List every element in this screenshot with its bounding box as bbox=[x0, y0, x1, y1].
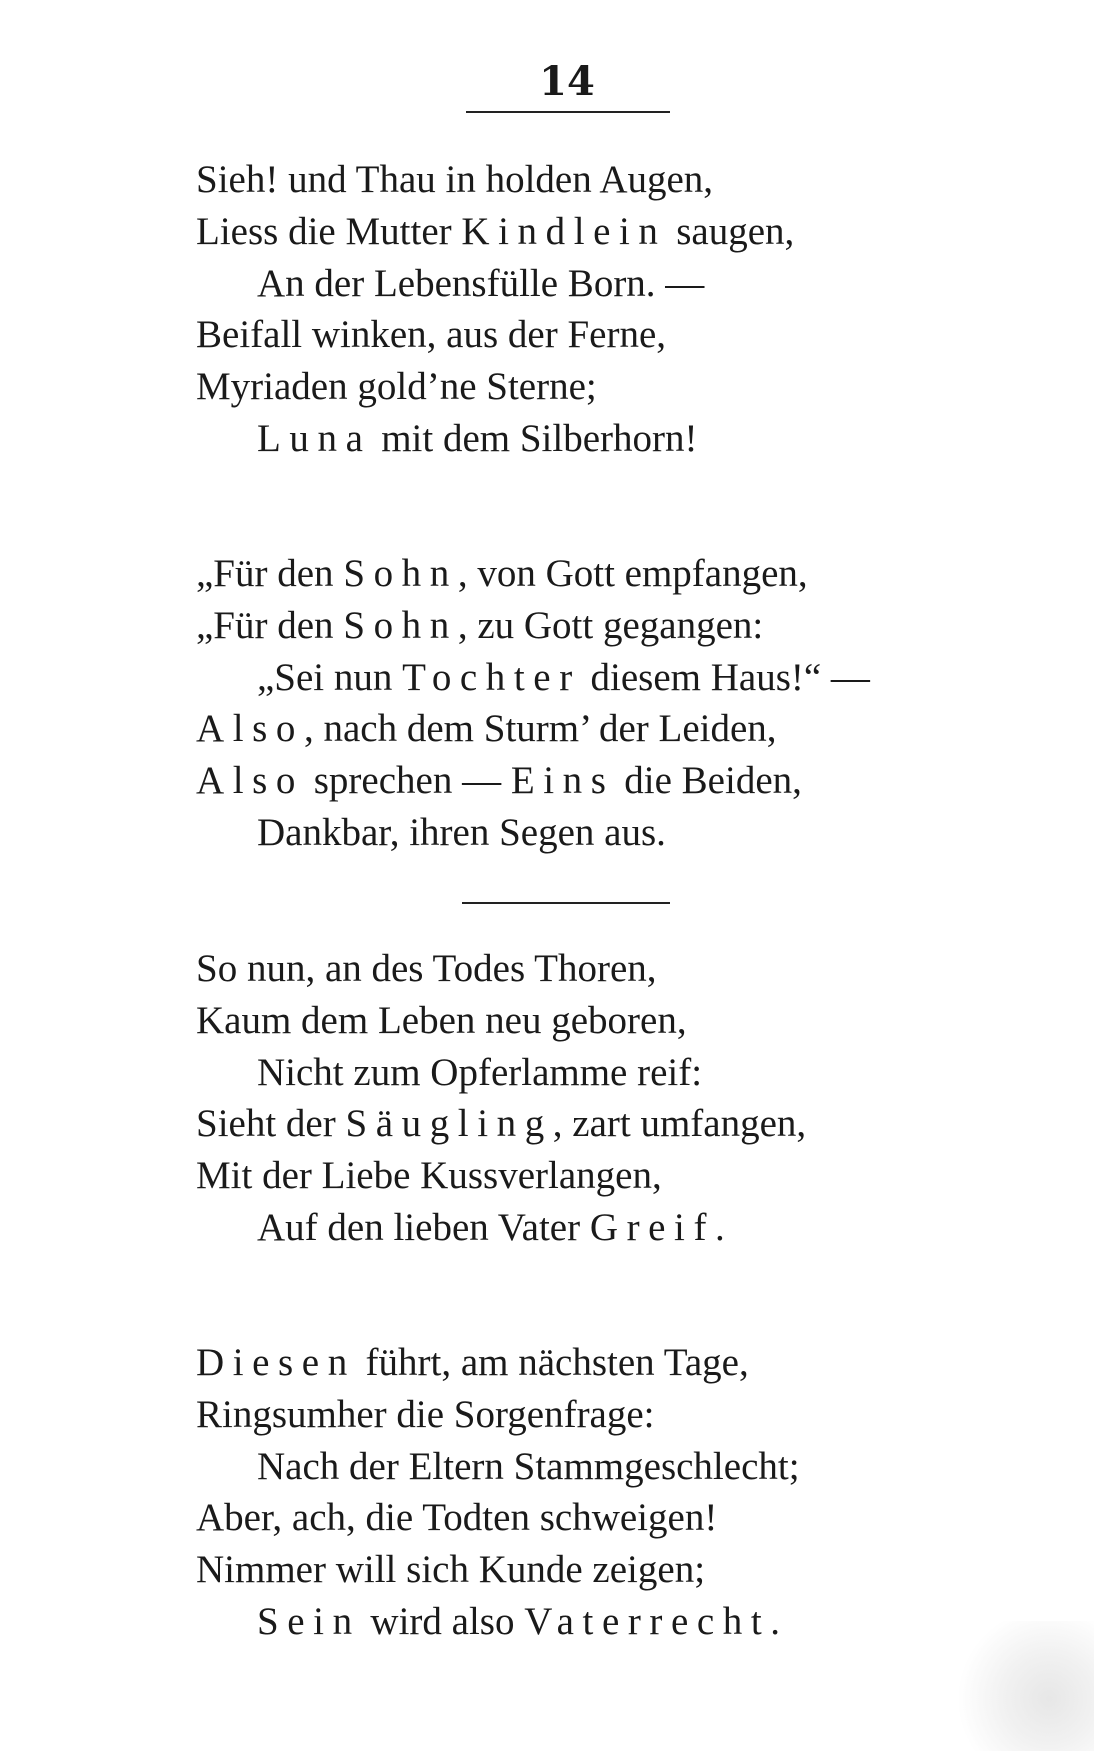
line-text: Sieht der bbox=[196, 1102, 346, 1146]
spaced-word: Kindlein bbox=[461, 209, 667, 253]
line-text: Sieh! und Thau in holden Augen, bbox=[196, 158, 714, 201]
line-text: So nun, an des Todes Thoren, bbox=[196, 947, 657, 990]
line-text: , nach dem Sturm’ der Leiden, bbox=[304, 707, 777, 751]
section-divider bbox=[462, 902, 670, 904]
poem-line bbox=[196, 309, 996, 361]
line-text: „Für den bbox=[196, 552, 344, 595]
poem-line bbox=[196, 1492, 996, 1544]
poem-line bbox=[196, 703, 996, 755]
poem-line bbox=[196, 206, 996, 258]
poem-line bbox=[196, 413, 996, 465]
line-text: Myriaden gold’ne Sterne; bbox=[196, 365, 597, 409]
line-text: sprechen — bbox=[304, 759, 511, 803]
stanza-3 bbox=[196, 943, 996, 1254]
spaced-word: Säugling bbox=[345, 1102, 553, 1146]
spaced-word: Sohn bbox=[343, 552, 458, 595]
stanza-1 bbox=[196, 154, 996, 465]
poem-line bbox=[196, 1202, 996, 1254]
spaced-word: Eins bbox=[510, 759, 615, 803]
line-text: mit dem Silberhorn! bbox=[371, 416, 698, 460]
poem-line bbox=[196, 258, 996, 310]
line-text: An der Lebensfülle Born. — bbox=[257, 261, 705, 305]
line-text: die Beiden, bbox=[614, 759, 802, 803]
poem-line bbox=[196, 1441, 996, 1493]
line-text: Nicht zum Opferlamme reif: bbox=[257, 1050, 703, 1094]
line-text: wird also bbox=[360, 1599, 525, 1643]
line-text: „Sei nun bbox=[257, 655, 403, 699]
spaced-word: Vaterrecht. bbox=[524, 1599, 789, 1643]
line-text: saugen, bbox=[666, 209, 795, 253]
line-text: , zart umfangen, bbox=[552, 1102, 807, 1146]
line-text: diesem Haus!“ — bbox=[580, 655, 870, 699]
line-text: Nimmer will sich Kunde zeigen; bbox=[196, 1548, 706, 1592]
poem-line bbox=[196, 1389, 996, 1441]
line-text: Liess die Mutter bbox=[196, 209, 462, 253]
line-text: Aber, ach, die Todten schweigen! bbox=[196, 1496, 718, 1540]
line-text: Ringsumher die Sorgenfrage: bbox=[196, 1392, 655, 1436]
line-text: Dankbar, ihren Segen aus. bbox=[257, 810, 666, 854]
line-text: , von Gott empfangen, bbox=[457, 552, 808, 595]
line-text: Beifall winken, aus der Ferne, bbox=[196, 313, 667, 357]
poem-line bbox=[196, 1544, 996, 1596]
spaced-word: Greif. bbox=[589, 1205, 734, 1249]
stanza-2 bbox=[196, 548, 996, 859]
line-text: führt, am nächsten Tage, bbox=[355, 1341, 749, 1384]
spaced-word: Sohn bbox=[343, 603, 458, 647]
poem-line bbox=[196, 1150, 996, 1202]
line-text: Nach der Eltern Stammgeschlecht; bbox=[257, 1444, 800, 1488]
line-text: Mit der Liebe Kussverlangen, bbox=[196, 1154, 662, 1198]
poem-line bbox=[196, 361, 996, 413]
spaced-word: Also bbox=[196, 707, 304, 751]
spaced-word: Diesen bbox=[196, 1341, 356, 1384]
page-number: 14 bbox=[539, 58, 595, 105]
poem-line bbox=[196, 154, 996, 206]
poem-line bbox=[196, 600, 996, 652]
poem-line bbox=[196, 995, 996, 1047]
line-text: Auf den lieben Vater bbox=[257, 1205, 590, 1249]
stanza-4 bbox=[196, 1337, 996, 1648]
line-text: Kaum dem Leben neu geboren, bbox=[196, 998, 687, 1042]
header-rule bbox=[466, 111, 670, 113]
poem-line bbox=[196, 1337, 996, 1389]
poem-line bbox=[196, 652, 996, 704]
poem-line bbox=[196, 1596, 996, 1648]
poem-line bbox=[196, 755, 996, 807]
line-text: „Für den bbox=[196, 603, 344, 647]
poem-line bbox=[196, 807, 996, 859]
spaced-word: Sein bbox=[257, 1599, 361, 1643]
spaced-word: Luna bbox=[257, 416, 372, 460]
line-text: , zu Gott gegangen: bbox=[457, 603, 764, 647]
poem-line bbox=[196, 1098, 996, 1150]
poem-line bbox=[196, 943, 996, 995]
paper-speckle bbox=[944, 1621, 1094, 1751]
spaced-word: Tochter bbox=[402, 655, 581, 699]
poem-line bbox=[196, 548, 996, 600]
poem-line bbox=[196, 1047, 996, 1099]
spaced-word: Also bbox=[196, 759, 304, 803]
